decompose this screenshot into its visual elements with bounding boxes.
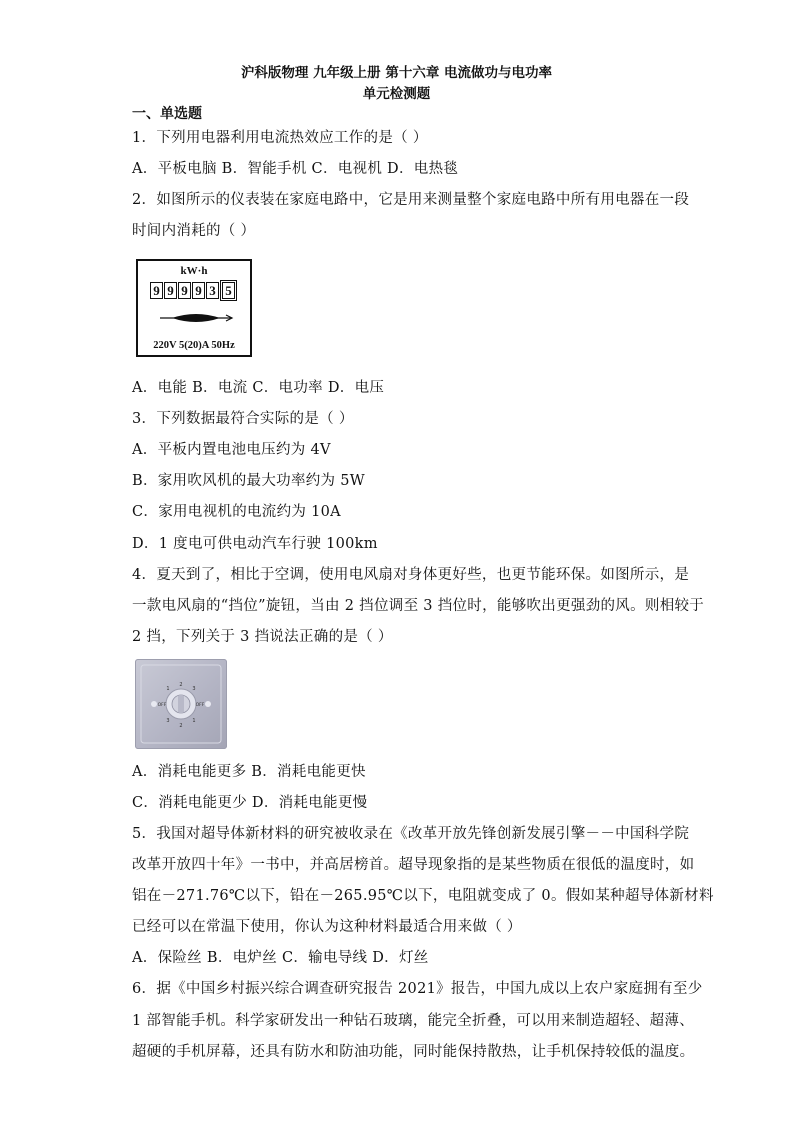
rotary-knob-icon [135, 659, 227, 749]
knob-mark: 3 [166, 718, 170, 724]
q3-stem: 3．下列数据最符合实际的是（ ） [132, 411, 354, 427]
q4-options-line2: C．消耗电能更少 D．消耗电能更慢 [132, 795, 368, 811]
knob-mark: 1 [192, 718, 196, 724]
meter-digits [150, 282, 236, 299]
q1-stem: 1．下列用电器利用电流热效应工作的是（ ） [132, 130, 428, 146]
meter-digit: 3 [206, 282, 219, 299]
q5-stem-line1: 5．我国对超导体新材料的研究被收录在《改革开放先锋创新发展引擎－－中国科学院 [132, 826, 690, 842]
meter-digit-decimal: 5 [222, 282, 235, 299]
knob-mark: 2 [179, 723, 183, 729]
q5-stem-line3: 铝在－271.76℃以下，铅在－265.95℃以下，电阻就变成了 0。假如某种超导体新材料 [132, 888, 714, 904]
document-subtitle: 单元检测题 [362, 86, 431, 102]
fan-speed-knob-photo [135, 659, 227, 749]
meter-digit: 9 [178, 282, 191, 299]
q6-stem-line2: 1 部智能手机。科学家研发出一种钻石玻璃，能完全折叠，可以用来制造超轻、超薄、 [132, 1013, 695, 1029]
q3-option-d: D．1 度电可供电动汽车行驶 100km [132, 536, 378, 552]
document-title: 沪科版物理 九年级上册 第十六章 电流做功与电功率 [240, 65, 553, 81]
q4-options-line1: A．消耗电能更多 B．消耗电能更快 [132, 764, 366, 780]
q2-stem-line2: 时间内消耗的（ ） [132, 223, 256, 239]
q3-option-c: C．家用电视机的电流约为 10A [132, 504, 341, 520]
q4-stem-line2: 一款电风扇的“挡位”旋钮，当由 2 挡位调至 3 挡位时，能够吹出更强劲的风。则相较于 [132, 598, 705, 614]
q1-options: A．平板电脑 B．智能手机 C．电视机 D．电热毯 [132, 161, 459, 177]
q6-stem-line3: 超硬的手机屏幕，还具有防水和防油功能，同时能保持散热，让手机保持较低的温度。 [132, 1044, 695, 1060]
meter-disc-arrow-icon [158, 311, 234, 325]
knob-off-label: OFF [195, 703, 205, 708]
q5-options: A．保险丝 B．电炉丝 C．输电导线 D．灯丝 [132, 950, 429, 966]
q3-option-a: A．平板内置电池电压约为 4V [132, 442, 331, 458]
q3-option-b: B．家用吹风机的最大功率约为 5W [132, 473, 365, 489]
meter-digit: 9 [192, 282, 205, 299]
q2-stem-line1: 2．如图所示的仪表装在家庭电路中，它是用来测量整个家庭电路中所有用电器在一段 [132, 192, 690, 208]
q5-stem-line2: 改革开放四十年》一书中，并高居榜首。超导现象指的是某些物质在很低的温度时，如 [132, 857, 695, 873]
meter-spec-label: 220V 5(20)A 50Hz [153, 340, 235, 351]
q4-stem-line3: 2 挡，下列关于 3 挡说法正确的是（ ） [132, 629, 393, 645]
meter-digit: 9 [150, 282, 163, 299]
q2-options: A．电能 B．电流 C．电功率 D．电压 [132, 380, 385, 396]
q4-stem-line1: 4．夏天到了，相比于空调，使用电风扇对身体更好些，也更节能环保。如图所示，是 [132, 567, 690, 583]
electric-meter-figure [136, 259, 252, 357]
q6-stem-line1: 6．据《中国乡村振兴综合调查研究报告 2021》报告，中国九成以上农户家庭拥有至少 [132, 981, 703, 997]
meter-digit: 9 [164, 282, 177, 299]
q5-stem-line4: 已经可以在常温下使用，你认为这种材料最适合用来做（ ） [132, 919, 522, 935]
knob-off-label: OFF [157, 703, 167, 708]
meter-unit-label: kW·h [180, 265, 208, 277]
section-heading: 一、单选题 [132, 106, 202, 122]
knob-mark: 1 [166, 686, 170, 692]
knob-mark: 2 [179, 682, 183, 688]
knob-mark: 3 [192, 686, 196, 692]
